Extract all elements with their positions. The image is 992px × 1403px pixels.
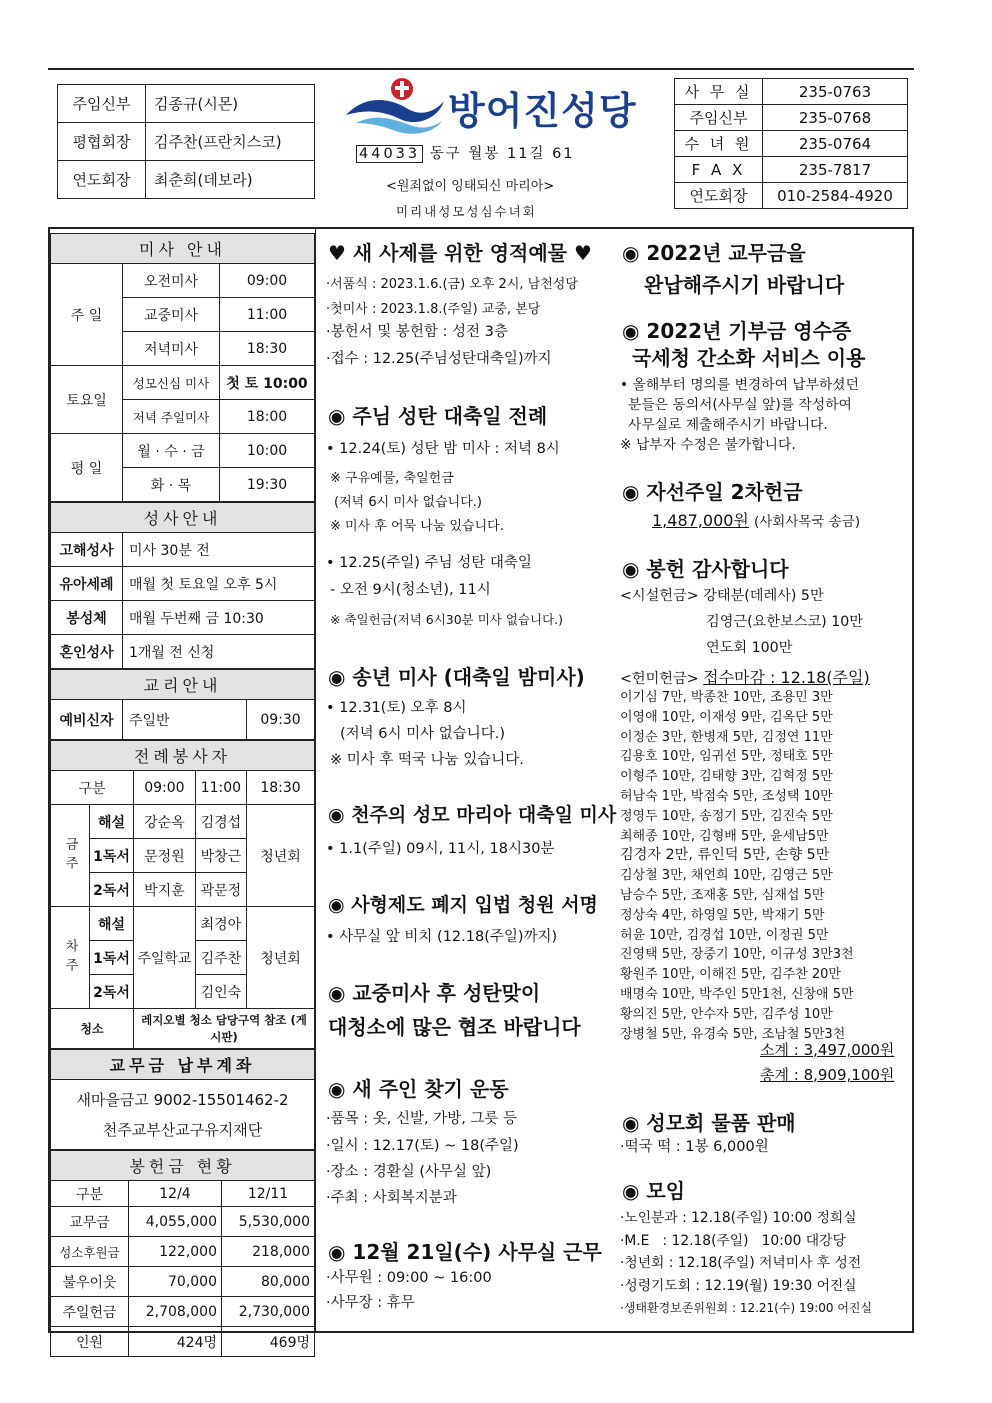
contact-value: 235-0768 [763, 105, 908, 131]
account-title: 교무금 납부계좌 [51, 1050, 315, 1080]
r2-line: ※ 납부자 수정은 불가합니다. [620, 437, 796, 453]
parish-logo [342, 75, 447, 137]
donor-line: 정영두 10만, 송정기 5만, 김진숙 5만 [620, 808, 833, 824]
s1-line: ·봉헌서 및 봉헌함 : 성전 3층 [326, 324, 508, 340]
mass-name: 저녁 주일미사 [123, 400, 220, 434]
s8-line: ·사무장 : 휴무 [326, 1295, 415, 1311]
offering-value: 469명 [222, 1327, 315, 1357]
doctrine-label: 예비신자 [51, 700, 123, 740]
donation-label: <헌미헌금> [620, 671, 699, 687]
cleaning-label: 청소 [51, 1009, 134, 1049]
s5-title: ◉ 사형제도 폐지 입법 청원 서명 [328, 894, 598, 916]
s3-title: ◉ 송년 미사 (대축일 밤미사) [328, 665, 585, 689]
account-table [50, 1049, 315, 1150]
s1-line: ·접수 : 12.25(주님성탄대축일)까지 [326, 351, 552, 367]
sacrament-value: 매월 두번째 금 10:30 [123, 601, 315, 635]
doctrine-value: 주일반 [123, 700, 247, 740]
label-prayer: 연도회장 [58, 161, 146, 199]
offering-value: 424명 [129, 1327, 222, 1357]
r2-body [620, 375, 859, 455]
patron: <원죄없이 잉태되신 마리아> [386, 179, 555, 194]
donor-line: 이영애 10만, 이재성 9만, 김옥단 5만 [620, 709, 833, 725]
liturgy-header: 18:30 [247, 771, 315, 805]
liturgy-header: 09:00 [134, 771, 196, 805]
contact-value: 235-0763 [763, 79, 908, 105]
donation-header [620, 665, 870, 688]
donor-line: 배명숙 10만, 박주인 5만1천, 신창애 5만 [620, 986, 854, 1002]
donor-line: 이형주 10만, 김태향 3만, 김혁정 5만 [620, 769, 833, 785]
value-pastor: 김종규(시몬) [146, 85, 315, 123]
server-name: 곽문정 [195, 873, 246, 907]
sunday-school-label: 주일학교 [134, 907, 196, 1009]
r3-line [652, 508, 860, 531]
server-name: 김인숙 [195, 975, 246, 1009]
mass-time: 19:30 [220, 468, 315, 502]
meeting-item: ·M.E : 12.18(주일) 10:00 대강당 [620, 1232, 846, 1249]
sunday-label: 주 일 [51, 264, 123, 366]
contact-value: 010-2584-4920 [763, 183, 908, 209]
contact-label: 사 무 실 [675, 79, 763, 105]
label-pastor: 주임신부 [58, 85, 146, 123]
offering-value: 80,000 [222, 1267, 315, 1297]
s3-line: • 12.31(토) 오후 8시 [326, 700, 467, 716]
offering-value: 122,000 [129, 1237, 222, 1267]
s2-line: ※ 구유예물, 축일헌금 [330, 471, 454, 486]
s2-line: • 12.25(주일) 주님 성탄 대축일 [326, 555, 532, 571]
offering-value: 70,000 [129, 1267, 222, 1297]
facility-donations [620, 583, 863, 661]
offering-value: 2,708,000 [129, 1297, 222, 1327]
mass-name: 저녁미사 [123, 332, 220, 366]
youth-label: 청년회 [247, 805, 315, 907]
server-name: 김경섭 [195, 805, 246, 839]
donor-list [620, 688, 854, 1044]
server-name: 문정원 [134, 839, 196, 873]
role-label: 해설 [90, 907, 134, 941]
mass-time: 10:00 [220, 434, 315, 468]
s1-title: ♥ 새 사제를 위한 영적예물 ♥ [328, 241, 592, 265]
r2-line: • 올해부터 명의를 변경하여 납부하셨던 [620, 377, 859, 393]
s4-title: ◉ 천주의 성모 마리아 대축일 미사 [328, 804, 617, 826]
liturgy-title: 전례봉사자 [51, 741, 315, 771]
this-week-label: 금주 [51, 805, 90, 907]
s2-line: • 12.24(토) 성탄 밤 미사 : 저녁 8시 [326, 441, 560, 457]
donor-line: 김용호 10만, 임귀선 5만, 정태호 5만 [620, 749, 833, 765]
offering-value: 5,530,000 [222, 1207, 315, 1237]
donor-line: 정상숙 4만, 하영일 5만, 박재기 5만 [620, 907, 825, 923]
meeting-item: ·청년회 : 12.18(주일) 저녁미사 후 성전 [620, 1255, 862, 1271]
donor-line: 진영택 5만, 장중기 10만, 이규성 3만3천 [620, 947, 854, 963]
meetings [620, 1207, 872, 1320]
donor-line: 김상철 3만, 채언희 10만, 김영근 5만 [620, 868, 833, 884]
meeting-item: ·노인분과 : 12.18(주일) 10:00 정희실 [620, 1210, 857, 1226]
mass-name: 교중미사 [123, 298, 220, 332]
offering-label: 주일헌금 [51, 1297, 129, 1327]
doctrine-title: 교리안내 [51, 670, 315, 700]
offering-header: 12/4 [129, 1181, 222, 1207]
donor-line: 최해종 10만, 김형배 5만, 윤세남5만 [620, 828, 829, 844]
liturgy-header: 11:00 [195, 771, 246, 805]
offering-value: 218,000 [222, 1237, 315, 1267]
s7-line: ·일시 : 12.17(토) ~ 18(주일) [326, 1138, 519, 1154]
facility-item: 강태분(데레사) 5만 [703, 588, 824, 604]
r3-amount: 1,487,000원 [652, 511, 749, 530]
role-label: 1독서 [90, 839, 134, 873]
donor-line: 황의진 5만, 안수자 5만, 김주성 10만 [620, 1006, 833, 1022]
value-prayer: 최춘희(데보라) [146, 161, 315, 199]
contact-label: F A X [675, 157, 763, 183]
s2-line: - 오전 9시(청소년), 11시 [330, 582, 491, 598]
offering-title: 봉헌금 현황 [51, 1151, 315, 1181]
contact-value: 235-0764 [763, 131, 908, 157]
server-name: 김주찬 [195, 941, 246, 975]
donor-line: 이정순 3만, 한병재 5만, 김정연 11만 [620, 729, 833, 745]
r6-title: ◉ 모임 [622, 1179, 686, 1203]
role-label: 해설 [90, 805, 134, 839]
mass-name: 월 · 수 · 금 [123, 434, 220, 468]
role-label: 1독서 [90, 941, 134, 975]
meeting-item: ·성령기도회 : 12.19(월) 19:30 어진실 [620, 1277, 857, 1294]
s7-line: ·장소 : 경환실 (사무실 앞) [326, 1164, 492, 1180]
r2-title1: ◉ 2022년 기부금 영수증 [622, 319, 852, 343]
donor-line: 허남숙 1만, 박점숙 5만, 조성택 10만 [620, 788, 833, 804]
offering-value: 2,730,000 [222, 1297, 315, 1327]
r4-title: ◉ 봉헌 감사합니다 [622, 557, 789, 581]
facility-item: 연도회 100만 [706, 640, 793, 656]
mass-table [50, 233, 315, 502]
s7-line: ·품목 : 옷, 신발, 가방, 그릇 등 [326, 1111, 518, 1127]
server-name: 박창근 [195, 839, 246, 873]
doctrine-table [50, 669, 315, 740]
next-week-label: 차주 [51, 907, 90, 1009]
s2-title: ◉ 주님 성탄 대축일 전례 [328, 404, 548, 428]
mass-time: 첫 토 10:00 [220, 366, 315, 400]
s8-title: ◉ 12월 21일(수) 사무실 근무 [328, 1240, 602, 1264]
offering-header: 12/11 [222, 1181, 315, 1207]
youth-label: 청년회 [247, 907, 315, 1009]
offering-header: 구분 [51, 1181, 129, 1207]
liturgy-table [50, 740, 315, 1049]
r2-line: 분들은 동의서(사무실 앞)를 작성하여 [628, 397, 852, 413]
s6-title2: 대청소에 많은 협조 바랍니다 [328, 1015, 581, 1039]
r1-title1: ◉ 2022년 교무금을 [622, 241, 806, 265]
offering-label: 교무금 [51, 1207, 129, 1237]
donor-line: 황원주 10만, 이해진 5만, 김주찬 20만 [620, 967, 841, 983]
s6-title1: ◉ 교중미사 후 성탄맞이 [328, 981, 541, 1005]
convent: 미리내성모성심수녀회 [396, 204, 537, 219]
sacrament-label: 혼인성사 [51, 635, 123, 669]
saturday-label: 토요일 [51, 366, 123, 434]
s5-line: • 사무실 앞 비치 (12.18(주일)까지) [326, 929, 558, 945]
street: 동구 월봉 11길 61 [429, 146, 575, 162]
sacrament-value: 1개월 전 신청 [123, 635, 315, 669]
zipcode: 44033 [356, 145, 423, 163]
sacrament-value: 미사 30분 전 [123, 533, 315, 567]
staff-table [57, 84, 315, 199]
mass-name: 성모신심 미사 [123, 366, 220, 400]
facility-label: <시설헌금> [620, 588, 699, 604]
liturgy-header: 구분 [51, 771, 134, 805]
mass-title: 미사 안내 [51, 234, 315, 264]
donor-line: 이기심 7만, 박종찬 10만, 조용민 3만 [620, 690, 833, 705]
sacrament-value: 매월 첫 토요일 오후 5시 [123, 567, 315, 601]
s3-line: ※ 미사 후 떡국 나눔 있습니다. [330, 752, 524, 768]
left-column [50, 233, 315, 1357]
column-divider [315, 227, 316, 1332]
offering-value: 4,055,000 [129, 1207, 222, 1237]
r3-note: (사회사목국 송금) [753, 514, 861, 530]
donor-line: 허윤 10만, 김경섭 10만, 이정권 5만 [620, 927, 829, 943]
offering-label: 인원 [51, 1327, 129, 1357]
s4-line: • 1.1(주일) 09시, 11시, 18시30분 [326, 841, 555, 857]
doctrine-time: 09:30 [247, 700, 315, 740]
weekday-label: 평 일 [51, 434, 123, 502]
sacrament-label: 봉성체 [51, 601, 123, 635]
account-info [51, 1080, 315, 1150]
mass-time: 11:00 [220, 298, 315, 332]
sacrament-title: 성사안내 [51, 503, 315, 533]
sacrament-table [50, 502, 315, 669]
s7-title: ◉ 새 주인 찾기 운동 [328, 1077, 509, 1101]
mass-time: 09:00 [220, 264, 315, 298]
address [356, 142, 575, 163]
s2-line: (저녁 6시 미사 없습니다.) [334, 495, 482, 510]
contact-label: 연도회장 [675, 183, 763, 209]
server-name: 강순옥 [134, 805, 196, 839]
role-label: 2독서 [90, 873, 134, 907]
mass-time: 18:00 [220, 400, 315, 434]
cleaning-value: 레지오별 청소 담당구역 참조 (게시판) [134, 1009, 315, 1049]
sacrament-label: 유아세례 [51, 567, 123, 601]
r3-title: ◉ 자선주일 2차헌금 [622, 480, 803, 504]
subtotal: 소계 : 3,497,000원 [760, 1041, 895, 1059]
s2-line: ※ 미사 후 어묵 나눔 있습니다. [330, 519, 504, 534]
value-council: 김주찬(프란치스코) [146, 123, 315, 161]
donor-line: 남승수 5만, 조재홍 5만, 심재섭 5만 [620, 887, 825, 903]
mass-name: 오전미사 [123, 264, 220, 298]
server-name: 최경아 [195, 907, 246, 941]
s8-line: ·사무원 : 09:00 ~ 16:00 [326, 1270, 492, 1286]
meeting-item: ·생태환경보존위원회 : 12.21(수) 19:00 어진실 [620, 1301, 873, 1315]
r1-title2: 완납해주시기 바랍니다 [644, 273, 845, 297]
donor-line: 김경자 2만, 류인덕 5만, 손향 5만 [620, 847, 830, 864]
facility-item: 김영근(요한보스코) 10만 [706, 614, 863, 630]
r2-line: 사무실로 제출해주시기 바랍니다. [628, 417, 828, 433]
contact-value: 235-7817 [763, 157, 908, 183]
donor-line: 장병철 5만, 유경숙 5만, 조남철 5만3천 [620, 1026, 846, 1042]
role-label: 2독서 [90, 975, 134, 1009]
r2-title2: 국세청 간소화 서비스 이용 [632, 346, 866, 370]
offering-table [50, 1150, 315, 1357]
offering-label: 성소후원금 [51, 1237, 129, 1267]
offering-label: 불우이웃 [51, 1267, 129, 1297]
s1-line: ·첫미사 : 2023.1.8.(주일) 교중, 본당 [326, 302, 541, 317]
sacrament-label: 고해성사 [51, 533, 123, 567]
contact-label: 수 녀 원 [675, 131, 763, 157]
total: 총계 : 8,909,100원 [760, 1066, 895, 1084]
contact-table [674, 78, 908, 209]
mass-name: 화 · 목 [123, 468, 220, 502]
contact-label: 주임신부 [675, 105, 763, 131]
s1-line: ·서품식 : 2023.1.6.(금) 오후 2시, 남천성당 [326, 277, 578, 292]
s7-line: ·주최 : 사회복지분과 [326, 1190, 457, 1206]
top-rule [48, 68, 914, 70]
parish-name: 방어진성당 [448, 89, 637, 133]
donation-deadline: 접수마감 : 12.18(주일) [703, 668, 870, 687]
r5-title: ◉ 성모회 물품 판매 [622, 1111, 796, 1135]
r5-line: ·떡국 떡 : 1봉 6,000원 [620, 1139, 769, 1155]
s2-line: ※ 축일헌금(저녁 6시30분 미사 없습니다.) [330, 612, 564, 627]
mass-time: 18:30 [220, 332, 315, 366]
account-owner: 천주교부산교구유지재단 [102, 1120, 263, 1139]
server-name: 박지훈 [134, 873, 196, 907]
s3-line: (저녁 6시 미사 없습니다.) [340, 726, 506, 742]
label-council: 평협회장 [58, 123, 146, 161]
account-number: 새마을금고 9002-15501462-2 [76, 1090, 289, 1109]
